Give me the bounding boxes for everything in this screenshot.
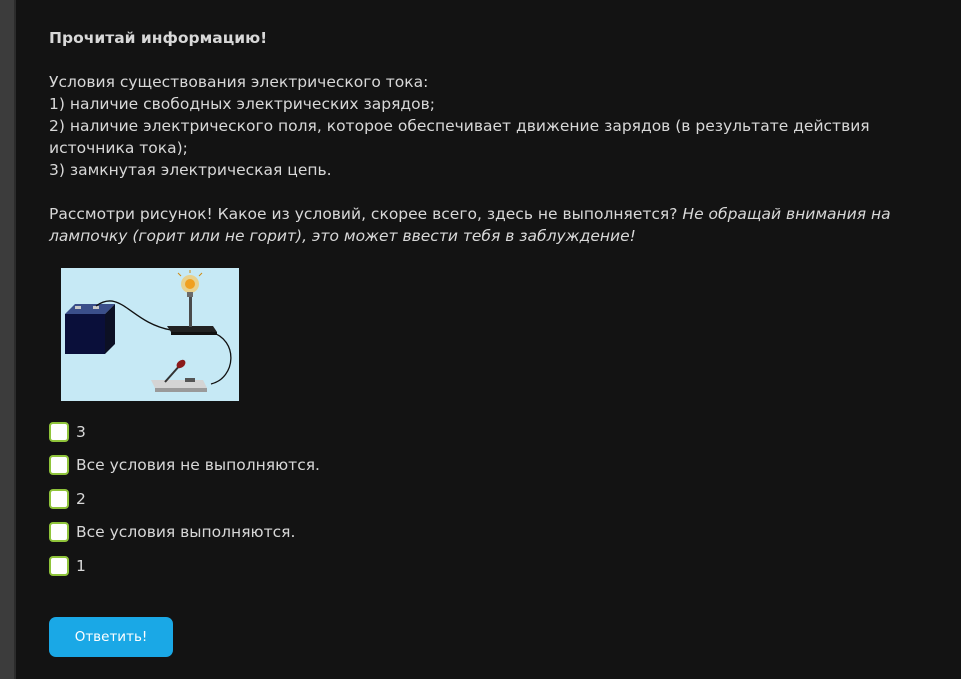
answer-options [49, 415, 929, 583]
checkbox[interactable] [49, 556, 69, 576]
option-all-satisfied[interactable] [49, 516, 929, 550]
condition-1: 1) наличие свободных электрических зарядов; [49, 95, 435, 113]
question-text [49, 203, 929, 247]
option-label: 3 [76, 422, 86, 441]
option-2[interactable] [49, 482, 929, 516]
question-hint: Не обращай внимания на лампочку (горит или не горит), это может ввести тебя в заблуждение! [49, 205, 891, 245]
condition-3: 3) замкнутая электрическая цепь. [49, 161, 332, 179]
task-panel [14, 0, 961, 679]
option-3[interactable] [49, 415, 929, 449]
option-label: 1 [76, 556, 86, 575]
task-content [49, 27, 929, 583]
option-label: Все условия не выполняются. [76, 456, 320, 475]
option-none-satisfied[interactable] [49, 449, 929, 483]
submit-button[interactable]: Ответить! [49, 617, 173, 657]
conditions-title: Условия существования электрического тока: [49, 73, 429, 91]
circuit-figure [61, 268, 239, 401]
checkbox[interactable] [49, 489, 69, 509]
checkbox[interactable] [49, 422, 69, 442]
task-heading: Прочитай информацию! [49, 29, 268, 47]
question: Рассмотри рисунок! Какое из условий, скорее всего, здесь не выполняется? [49, 205, 683, 223]
electric-circuit-illustration [61, 268, 239, 401]
option-label: Все условия выполняются. [76, 523, 296, 542]
option-1[interactable] [49, 549, 929, 583]
checkbox[interactable] [49, 455, 69, 475]
option-label: 2 [76, 489, 86, 508]
checkbox[interactable] [49, 522, 69, 542]
left-strip [0, 0, 14, 679]
condition-2: 2) наличие электрического поля, которое обеспечивает движение зарядов (в результате действия источника тока); [49, 117, 870, 157]
